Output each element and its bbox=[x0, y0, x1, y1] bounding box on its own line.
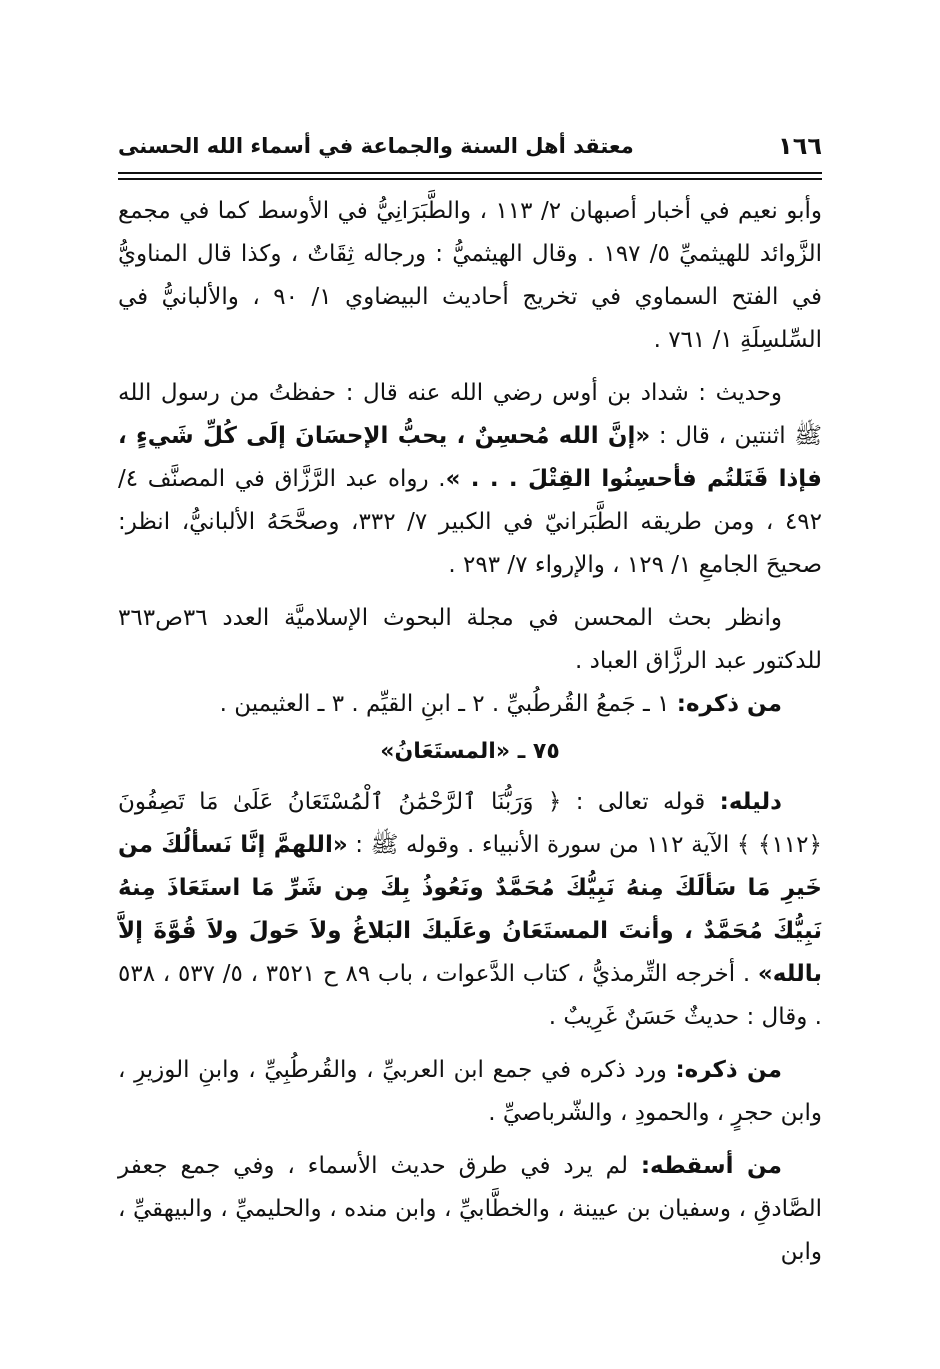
mentioned-by-label-2: من ذكره: bbox=[675, 1057, 782, 1083]
paragraph-evidence bbox=[118, 781, 822, 1039]
paragraph-omitted-by bbox=[118, 1145, 822, 1274]
header-rule-top bbox=[118, 172, 822, 174]
page-number: ١٦٦ bbox=[778, 132, 822, 160]
mentioned-by-list-2: ورد ذكره في جمع ابن العربيِّ ، والقُرطُبِيِّ ، وابنِ الوزيرِ ، وابن حجرٍ ، والحمودِ ، والشّرباصيِّ . bbox=[118, 1057, 822, 1126]
paragraph-mentioned-by-2 bbox=[118, 1049, 822, 1135]
paragraph-mentioned-by bbox=[118, 683, 822, 726]
hadith-intro: وحديث : شداد بن أوس رضي الله عنه قال : حفظتُ من رسول الله ﷺ اثنتين ، قال : bbox=[118, 380, 822, 449]
hadith-text: «إنَّ الله مُحسِنٌ ، يحبُّ الإحسَانَ إلَى كُلِّ شَيءٍ ، فإذا قَتَلتُم فأحسِنُوا القِتْلَ . . . » bbox=[118, 423, 822, 492]
page-body bbox=[118, 190, 822, 1274]
hadith-sources: . رواه عبد الرَّزَّاق في المصنَّف ٤/ ٤٩٢ ، ومن طريقه الطَّبَرانيّ في الكبير ٧/ ٣٣٢، وصحَّحَهُ الألبانيُّ، انظر: صحيحَ الجامعِ ١/ ١٢٩ ، والإرواء ٧/ ٢٩٣ . bbox=[118, 466, 823, 578]
omitted-by-label: من أسقطه: bbox=[640, 1153, 782, 1179]
page-header bbox=[118, 126, 822, 166]
paragraph-hadith-shaddad bbox=[118, 372, 822, 587]
section-title: ٧٥ ـ «المستَعَانُ» bbox=[380, 739, 560, 764]
mentioned-by-list: ١ ـ جَمعُ القُرطُبيِّ . ٢ ـ ابنِ القيِّم . ٣ ـ العثيمين . bbox=[219, 691, 677, 717]
evidence-dua: «اللهمَّ إنَّا نَسألُكَ من خَيرِ مَا سَألَكَ مِنهُ نَبِيُّكَ مُحَمَّدٌ ونَعُوذُ بِكَ مِن شَرِّ مَا استَعَاذَ مِنهُ نَبِيُّكَ مُحَمَّدٌ ، وأنتَ المستَعَانُ وعَلَيكَ البَلاغُ ولاَ حَولَ ولاَ قُوَّةَ إلاَّ بالله» bbox=[118, 832, 823, 987]
paragraph-see-also: وانظر بحث المحسن في مجلة البحوث الإسلاميَّة العدد ٣٦ص٣٦٣ للدكتور عبد الرزَّاق العباد . bbox=[118, 605, 822, 674]
running-title: معتقد أهل السنة والجماعة في أسماء الله الحسنى bbox=[118, 134, 634, 158]
paragraph-references: وأبو نعيم في أخبار أصبهان ٢/ ١١٣ ، والطَّبَرَانِيُّ في الأوسط كما في مجمع الزَّوائد للهيثميِّ ٥/ ١٩٧ . وقال الهيثميُّ : ورجاله ثِقَاتٌ ، وكذا قال المناويُّ في الفتح السماوي في تخريج أحاديث البيضاوي ١/ ٩٠ ، والألبانيُّ في السِّلسِلَةِ ١/ ٧٦١ . bbox=[118, 198, 823, 353]
evidence-label: دليله: bbox=[719, 789, 782, 815]
mentioned-by-label: من ذكره: bbox=[676, 691, 782, 717]
evidence-intro: قوله تعالى : ﴿ وَرَبُّنَا ٱلرَّحْمَٰنُ ٱلْمُسْتَعَانُ عَلَىٰ مَا تَصِفُونَ ﴿١١٢﴾ ﴾ الآية ١١٢ من سورة الأنبياء . وقوله ﷺ : bbox=[118, 789, 822, 858]
evidence-sources: . أخرجه التِّرمذيُّ ، كتاب الدَّعوات ، باب ٨٩ ح ٣٥٢١ ، ٥/ ٥٣٧ ، ٥٣٨ . وقال : حديثٌ حَسَنٌ غَرِيبٌ . bbox=[118, 961, 822, 1030]
omitted-by-list: لم يرد في طرق حديث الأسماء ، وفي جمع جعفر الصَّادقِ ، وسفيان بن عيينة ، والخطَّابيِّ ، وابن منده ، والحليميِّ ، والبيهقيِّ ، وابن bbox=[118, 1153, 822, 1265]
header-rule-bottom bbox=[118, 178, 822, 180]
